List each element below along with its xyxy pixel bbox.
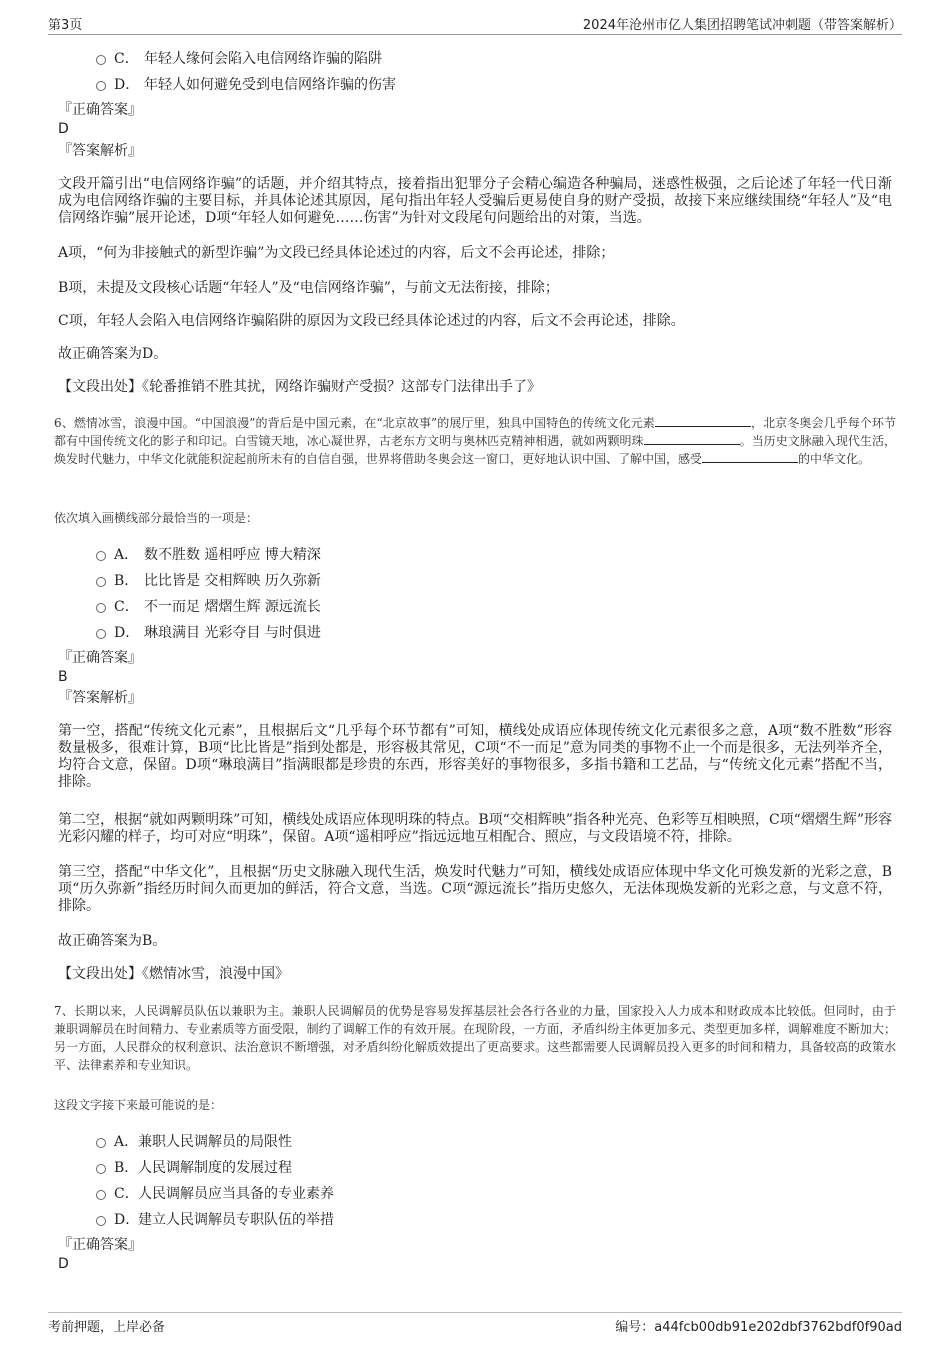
document-title: 2024年沧州市亿人集团招聘笔试冲刺题（带答案解析） [582,18,902,33]
page-footer [48,1312,902,1337]
q5-analysis-conclusion: 故正确答案为D。 [58,346,168,362]
radio-icon[interactable] [96,551,106,561]
q6-prompt: 依次填入画横线部分最恰当的一项是： [54,511,259,525]
q7-answer: D [58,1256,69,1272]
q6-option-b[interactable]: B． 比比皆是 交相辉映 历久弥新 [96,570,321,590]
q6-analysis-p1: 第一空，搭配“传统文化元素”，且根据后文“几乎每个环节都有”可知，横线处成语应体现传统文化元素很多之意，A项“数不胜数”形容数量极多，很难计算，B项“比比皆是”指到处都是，形容极其常见，C项“不一而足”意为同类的事物不止一个而是很多，无法列举齐全，均符合文意，保留。D项“琳琅满目”指满眼都是珍贵的东西，形容美好的事物很多，多指书籍和工艺品，与“传统文化元素”搭配不当，排除。 [58,723,892,790]
q5-answer-label: 『正确答案』 [58,102,142,118]
q6-analysis-p2: 第二空，根据“就如两颗明珠”可知，横线处成语应体现明珠的特点。B项“交相辉映”指各种光亮、色彩等互相映照，C项“熠熠生辉”形容光彩闪耀的样子，均可对应“明珠”，保留。A项“遥相呼应”指远远地互相配合、照应，与文段语境不符，排除。 [58,812,892,845]
q6-option-a[interactable]: A． 数不胜数 遥相呼应 博大精深 [96,544,321,564]
q6-analysis-p3: 第三空，搭配“中华文化”，且根据“历史文脉融入现代生活，焕发时代魅力”可知，横线处成语应体现中华文化可焕发新的光彩之意，B项“历久弥新”指经历时间久而更加的鲜活，符合文意，当选。C项“源远流长”指历史悠久，无法体现焕发新的光彩之意，与文意不符，排除。 [58,864,892,914]
q5-analysis-p2: A项，“何为非接触式的新型诈骗”为文段已经具体论述过的内容，后文不会再论述，排除； [58,245,615,261]
radio-icon[interactable] [96,1190,106,1200]
q7-stem: 7、长期以来，人民调解员队伍以兼职为主。兼职人民调解员的优势是容易发挥基层社会各行各业的力量，国家投入人力成本和财政成本比较低。但同时，由于兼职调解员在时间精力、专业素质等方面受限，制约了调解工作的有效开展。在现阶段，一方面，矛盾纠纷主体更加多元、类型更加多样，调解难度不断加大；另一方面，人民群众的权利意识、法治意识不断增强，对矛盾纠纷化解质效提出了更高要求。这些都需要人民调解员投入更多的时间和精力，具备较高的政策水平、法律素养和专业知识。 [54,1004,896,1072]
q7-option-b[interactable]: B． 人民调解制度的发展过程 [96,1157,292,1177]
document-id: 编号：a44fcb00db91e202dbf3762bdf0f90ad [615,1320,902,1335]
q6-stem: 6、燃情冰雪，浪漫中国。“中国浪漫”的背后是中国元素，在“北京故事”的展厅里，独具中国特色的传统文化元素 ，北京冬奥会几乎每个环节都有中国传统文化的影子和印记。白雪镜天地，冰心凝世界，古老东方文明与奥林匹克精神相遇，就如两颗明珠 。当历史文脉融入现代生活，焕发时代魅力，中华文化就能积淀起前所未有的自信自强，世界将借助冬奥会这一窗口，更好地认识中国、了解中国，感受 的中华文化。 [54,416,896,466]
q7-option-c[interactable]: C． 人民调解员应当具备的专业素养 [96,1183,334,1203]
page-header [48,14,902,35]
q5-option-d[interactable]: D． 年轻人如何避免受到电信网络诈骗的伤害 [96,74,396,94]
q7-answer-label: 『正确答案』 [58,1237,142,1253]
q5-analysis-label: 『答案解析』 [58,143,142,159]
q7-option-d[interactable]: D． 建立人民调解员专职队伍的举措 [96,1209,334,1229]
q6-option-d[interactable]: D． 琳琅满目 光彩夺目 与时俱进 [96,622,321,642]
footer-slogan: 考前押题，上岸必备 [48,1320,166,1335]
q6-source: 【文段出处】《燃情冰雪，浪漫中国》 [58,966,289,982]
blank-line [644,432,740,445]
blank-line [702,450,798,463]
q6-analysis-conclusion: 故正确答案为B。 [58,933,167,949]
q5-analysis-p4: C项，年轻人会陷入电信网络诈骗陷阱的原因为文段已经具体论述过的内容，后文不会再论述，排除。 [58,313,685,329]
radio-icon[interactable] [96,81,106,91]
q6-analysis-label: 『答案解析』 [58,690,142,706]
q6-answer: B [58,669,68,685]
q5-analysis-p1: 文段开篇引出“电信网络诈骗”的话题，并介绍其特点，接着指出犯罪分子会精心编造各种骗局，迷惑性极强，之后论述了年轻一代日渐成为电信网络诈骗的主要目标，并具体论述其原因，尾句指出年轻人受骗后更易使自身的财产受损，故接下来应继续围绕“年轻人”及“电信网络诈骗”展开论述，D项“年轻人如何避免……伤害”为针对文段尾句问题给出的对策，当选。 [58,176,892,226]
page-number: 第3页 [48,18,83,33]
q5-answer: D [58,121,69,137]
radio-icon[interactable] [96,603,106,613]
q7-prompt: 这段文字接下来最可能说的是： [54,1098,223,1112]
radio-icon[interactable] [96,1138,106,1148]
q5-source: 【文段出处】《轮番推销不胜其扰，网络诈骗财产受损？这部专门法律出手了》 [58,379,541,395]
blank-line [655,414,751,427]
q6-option-c[interactable]: C． 不一而足 熠熠生辉 源远流长 [96,596,321,616]
radio-icon[interactable] [96,55,106,65]
q5-analysis-p3: B项，未提及文段核心话题“年轻人”及“电信网络诈骗”，与前文无法衔接，排除； [58,280,559,296]
q7-option-a[interactable]: A． 兼职人民调解员的局限性 [96,1131,292,1151]
radio-icon[interactable] [96,577,106,587]
radio-icon[interactable] [96,629,106,639]
q6-answer-label: 『正确答案』 [58,650,142,666]
radio-icon[interactable] [96,1216,106,1226]
radio-icon[interactable] [96,1164,106,1174]
q5-option-c[interactable]: C． 年轻人缘何会陷入电信网络诈骗的陷阱 [96,48,382,68]
